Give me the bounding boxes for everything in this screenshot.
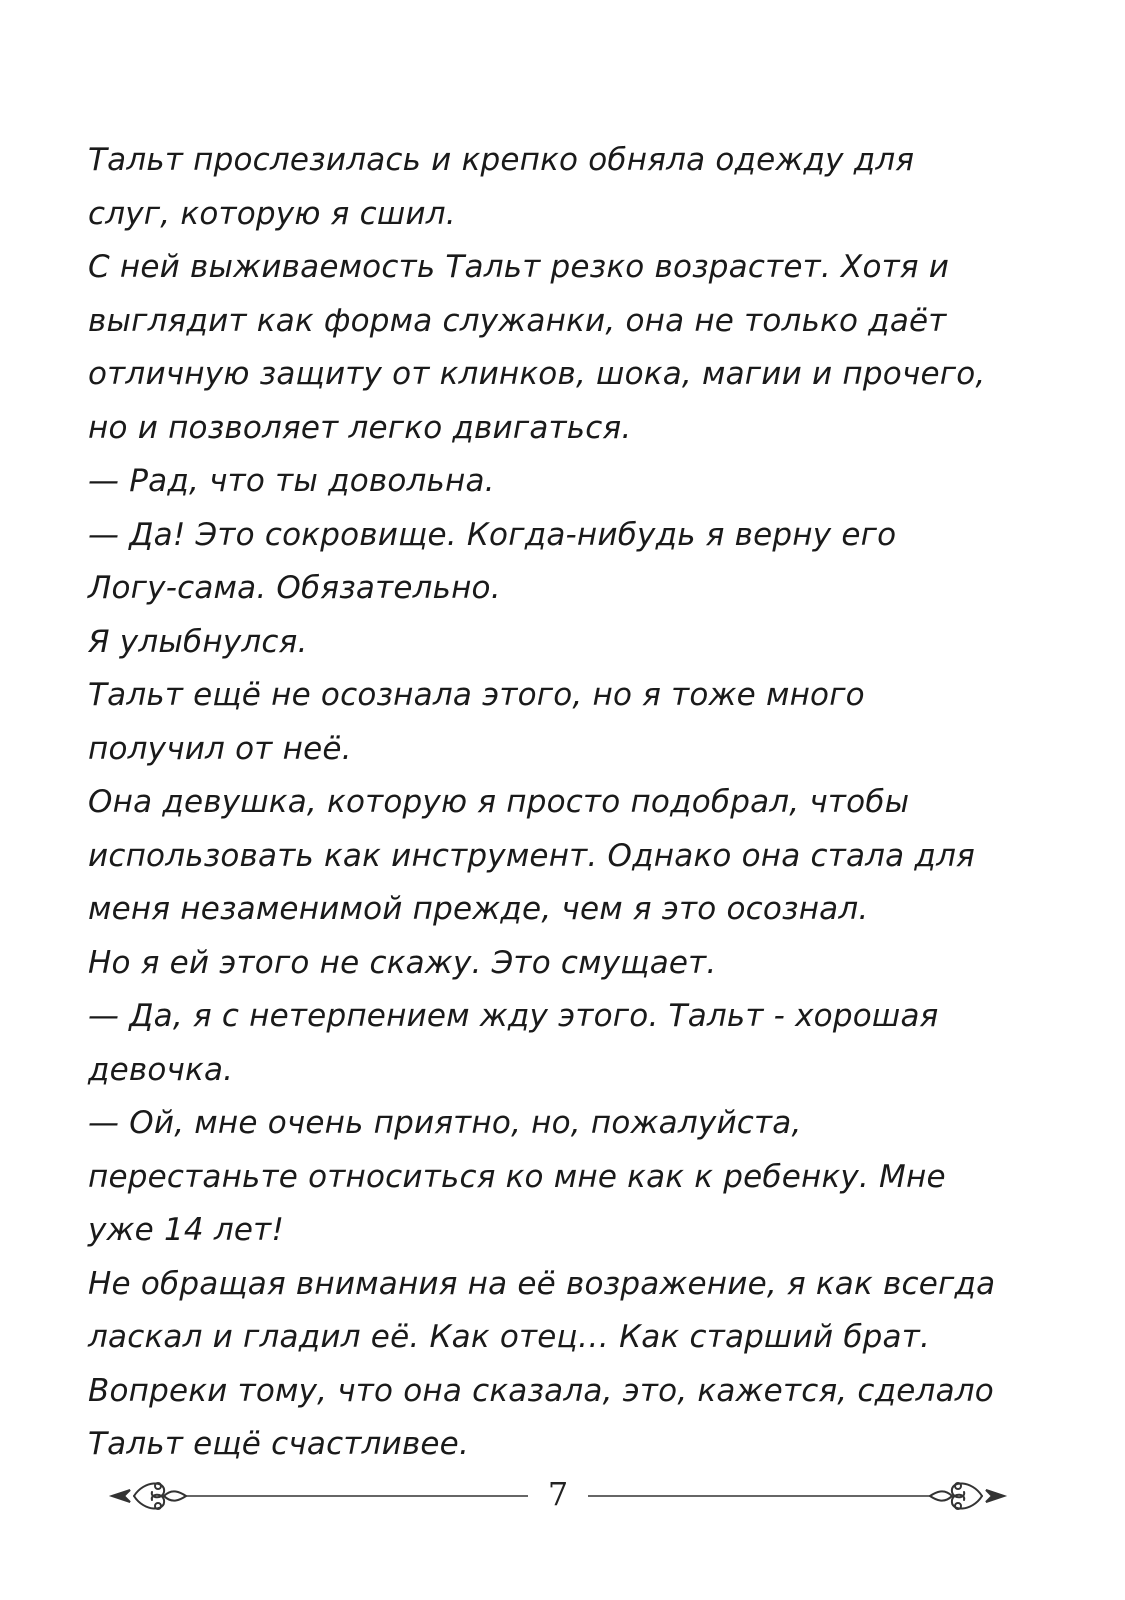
text-line: меня незаменимой прежде, чем я это осознал. <box>88 891 869 927</box>
text-line: — Ой, мне очень приятно, но, пожалуйста, <box>88 1105 802 1141</box>
body-text <box>88 134 1048 1472</box>
text-line: Я улыбнулся. <box>88 623 308 660</box>
text-line: Вопреки тому, что она сказала, это, кажется, сделало <box>88 1372 994 1409</box>
text-line: Но я ей этого не скажу. Это смущает. <box>88 944 717 981</box>
text-line: слуг, которую я сшил. <box>88 195 456 232</box>
text-line: — Да! Это сокровище. Когда-нибудь я верну его <box>88 516 897 553</box>
text-line: — Да, я с нетерпением жду этого. Тальт - хорошая <box>88 998 939 1034</box>
text-line: выглядит как форма служанки, она не только даёт <box>88 302 947 339</box>
text-line: — Рад, что ты довольна. <box>88 463 495 499</box>
text-line: Не обращая внимания на её возражение, я как всегда <box>88 1265 996 1302</box>
text-line: Тальт прослезилась и крепко обняла одежду для <box>88 142 915 178</box>
text-line: уже 14 лет! <box>88 1212 285 1248</box>
text-line: С ней выживаемость Тальт резко возрастет. Хотя и <box>88 249 950 285</box>
text-line: Она девушка, которую я просто подобрал, чтобы <box>88 784 910 820</box>
left-flourish-icon <box>112 1483 186 1509</box>
text-line: перестаньте относиться ко мне как к ребенку. Мне <box>88 1158 946 1195</box>
page-footer <box>108 1468 1008 1528</box>
text-line: использовать как инструмент. Однако она стала для <box>88 837 975 874</box>
text-line: Тальт ещё счастливее. <box>88 1426 470 1462</box>
text-line: отличную защиту от клинков, шока, магии и прочего, <box>88 356 986 392</box>
text-line: получил от неё. <box>88 730 352 767</box>
text-line: Тальт ещё не осознала этого, но я тоже много <box>88 677 865 713</box>
right-flourish-icon <box>930 1483 1004 1509</box>
text-line: девочка. <box>88 1051 234 1088</box>
page-number: 7 <box>528 1474 588 1514</box>
text-line: Логу-сама. Обязательно. <box>88 570 501 606</box>
text-line: ласкал и гладил её. Как отец… Как старший брат. <box>88 1319 931 1355</box>
text-line: но и позволяет легко двигаться. <box>88 409 632 446</box>
